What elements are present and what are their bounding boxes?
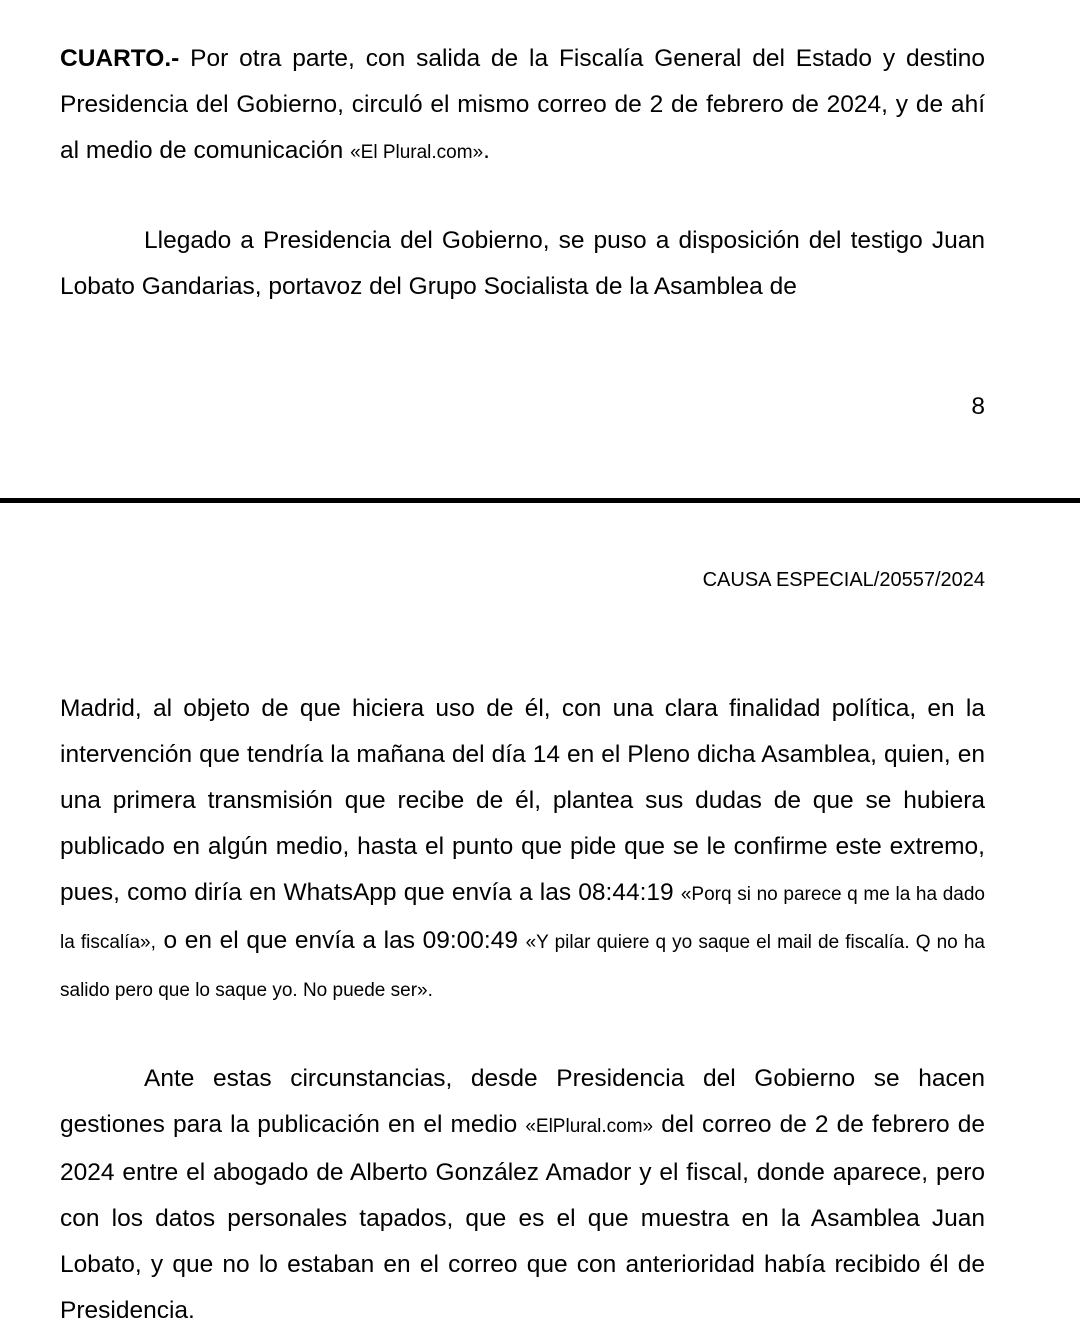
paragraph-cuarto xyxy=(60,36,985,176)
paragraph-madrid xyxy=(60,686,985,1014)
ante-text-2: del correo de 2 de febrero de 2024 entre el abogado de Alberto González Amador y el fiscal, donde aparece, pero con los datos personales tapados, que es el que muestra en la Asamblea Juan Lobato, y que no lo estaban en el correo que con anterioridad había recibido él de Presidencia. xyxy=(60,1111,985,1324)
ante-text-1: Ante estas circunstancias, desde Presidencia del Gobierno se hacen gestiones para la publicación en el medio xyxy=(60,1065,985,1138)
whatsapp-quote-1: «Porq si no parece q me la ha dado la fiscalía», xyxy=(60,884,985,953)
madrid-text: Madrid, al objeto de que hiciera uso de él, con una clara finalidad política, en la intervención que tendría la mañana del día 14 en el Pleno dicha Asamblea, quien, en una primera transmisión que recibe de él, plantea sus dudas de que se hubiera publicado en algún medio, hasta el punto que pide que se le confirme este extremo, pues, como diría en WhatsApp que envía a las 08:44:19 xyxy=(60,695,985,906)
media-name-elplural-2: «ElPlural.com» xyxy=(525,1116,654,1137)
cuarto-text: Por otra parte, con salida de la Fiscalía General del Estado y destino Presidencia del Gobierno, circuló el mismo correo de 2 de febrero de 2024, y de ahí al medio de comunicación xyxy=(60,45,985,164)
document-page-bottom xyxy=(60,686,985,1334)
case-reference-header: CAUSA ESPECIAL/20557/2024 xyxy=(702,569,985,591)
section-heading-cuarto: CUARTO.- xyxy=(60,45,180,72)
page-number: 8 xyxy=(971,393,985,420)
page-divider xyxy=(0,498,1080,503)
cuarto-end: . xyxy=(483,137,490,164)
document-page-top xyxy=(60,36,985,310)
whatsapp-quote-2: «Y pilar quiere q yo saque el mail de fiscalía. Q no ha salido pero que lo saque yo. No puede ser». xyxy=(60,932,985,1001)
paragraph-ante xyxy=(60,1056,985,1334)
paragraph-gap xyxy=(60,1014,985,1056)
middle-text: o en el que envía a las 09:00:49 xyxy=(155,927,526,954)
paragraph-llegado: Llegado a Presidencia del Gobierno, se puso a disposición del testigo Juan Lobato Gandarias, portavoz del Grupo Socialista de la Asamblea de xyxy=(60,227,985,300)
paragraph-gap xyxy=(60,176,985,218)
media-name-elplural: «El Plural.com» xyxy=(350,142,484,163)
